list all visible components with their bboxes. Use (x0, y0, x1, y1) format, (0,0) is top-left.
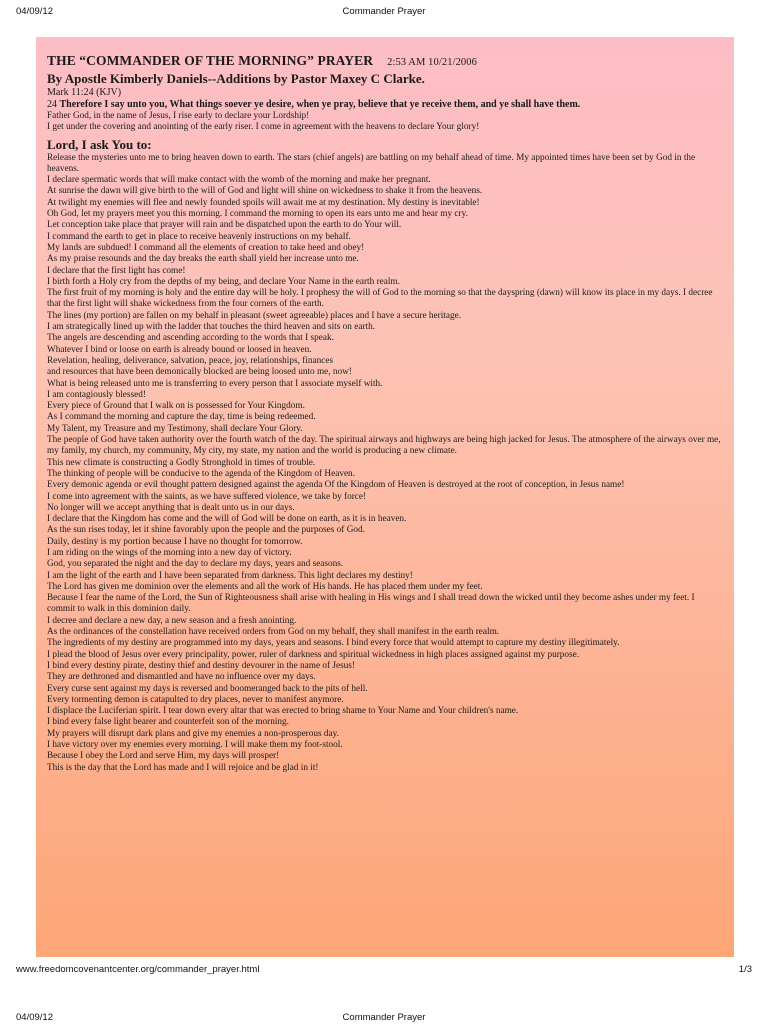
prayer-content (36, 37, 734, 957)
prayer-line: Let conception take place that prayer will rain and be dispatched upon the earth to do Your will. (47, 220, 402, 231)
prayer-line: I am contagiously blessed! (47, 389, 146, 400)
print-date: 04/09/12 (16, 1012, 53, 1023)
prayer-line: Every tormenting demon is catapulted to dry places, never to manifest anymore. (47, 694, 344, 705)
prayer-line: As the sun rises today, let it shine favorably upon the people and the purposes of God. (47, 525, 365, 536)
prayer-line: I command the earth to get in place to receive heavenly instructions on my behalf. (47, 231, 351, 242)
prayer-line: I come into agreement with the saints, as we have suffered violence, we take by force! (47, 491, 367, 502)
intro-lines (47, 111, 722, 134)
prayer-line: I am riding on the wings of the morning into a new day of victory. (47, 547, 292, 558)
prayer-line: As the ordinances of the constellation have received orders from God on my behalf, they shall manifest in the earth realm. (47, 627, 500, 638)
prayer-line: I decree and declare a new day, a new season and a fresh anointing. (47, 615, 297, 626)
prayer-line: Whatever I bind or loose on earth is already bound or loosed in heaven. (47, 344, 312, 355)
prayer-line: Because I fear the name of the Lord, the Sun of Righteousness shall arise with healing in His wings and I shall tread down the wicked until they become ashes under my feet. I commit to walk in this dominion daily. (47, 593, 695, 615)
verse-number: 24 (47, 99, 57, 110)
page-url: www.freedomcovenantcenter.org/commander_prayer.html (16, 964, 260, 975)
document-title (47, 53, 722, 71)
prayer-line: This new climate is constructing a Godly Stronghold in times of trouble. (47, 457, 316, 468)
prayer-line: They are dethroned and dismantled and have no influence over my days. (47, 672, 316, 683)
prayer-line: I displace the Luciferian spirit. I tear down every altar that was erected to bring shame to Your Name and Your children's name. (47, 706, 519, 717)
prayer-line: Because I obey the Lord and serve Him, my days will prosper! (47, 751, 280, 762)
prayer-line: Every curse sent against my days is reversed and boomeranged back to the pits of hell. (47, 683, 368, 694)
print-header (16, 6, 752, 20)
verse-text: Therefore I say unto you, What things soever ye desire, when ye pray, believe that ye receive them, and ye shall have them. (59, 99, 581, 110)
next-page-header (16, 1012, 752, 1024)
prayer-line: I am strategically lined up with the ladder that touches the third heaven and sits on earth. (47, 322, 376, 333)
prayer-line: No longer will we accept anything that is dealt unto us in our days. (47, 502, 295, 513)
prayer-line: The thinking of people will be conducive to the agenda of the Kingdom of Heaven. (47, 468, 355, 479)
prayer-line: At twilight my enemies will flee and newly founded spoils will await me at my destination. My destiny is inevitable! (47, 197, 480, 208)
prayer-line: Oh God, let my prayers meet you this morning. I command the morning to open its ears unto me and hear my cry. (47, 209, 468, 220)
byline: By Apostle Kimberly Daniels--Additions by Pastor Maxey C Clarke. (47, 71, 425, 86)
print-title: Commander Prayer (342, 1012, 426, 1023)
prayer-line: I have victory over my enemies every morning. I will make them my foot-stool. (47, 740, 343, 751)
prayer-line: and resources that have been demonically blocked are being loosed unto me, now! (47, 367, 352, 378)
print-title: Commander Prayer (342, 6, 426, 17)
prayer-line: I plead the blood of Jesus over every principality, power, ruler of darkness and spiritual wickedness in high places assigned against my purpose. (47, 649, 580, 660)
prayer-line: I birth forth a Holy cry from the depths of my being, and declare Your Name in the earth realm. (47, 276, 400, 287)
prayer-line: My Talent, my Treasure and my Testimony, shall declare Your Glory. (47, 423, 303, 434)
prayer-line: Release the mysteries unto me to bring heaven down to earth. The stars (chief angels) are battling on my behalf ahead of time. My appointed times have been set by God in the heavens. (47, 152, 696, 174)
prayer-line: I am the light of the earth and I have been separated from darkness. This light declares my destiny! (47, 570, 413, 581)
prayer-line: I declare that the first light has come! (47, 265, 186, 276)
scripture-reference: Mark 11:24 (KJV) (47, 87, 122, 98)
print-date: 04/09/12 (16, 6, 53, 17)
prayer-line: I bind every false light bearer and counterfeit son of the morning. (47, 717, 289, 728)
intro-line: I get under the covering and anointing of the early riser. I come in agreement with the heavens to declare Your glory! (47, 122, 480, 133)
prayer-line: The angels are descending and ascending according to the words that I speak. (47, 333, 334, 344)
prayer-line: Every piece of Ground that I walk on is possessed for Your Kingdom. (47, 401, 305, 412)
prayer-line: I bind every destiny pirate, destiny thief and destiny devourer in the name of Jesus! (47, 660, 355, 671)
scripture-verse (47, 99, 722, 111)
prayer-line: My lands are subdued! I command all the elements of creation to take heed and obey! (47, 242, 365, 253)
intro-line: Father God, in the name of Jesus, I rise early to declare your Lordship! (47, 111, 310, 121)
prayer-line: Daily, destiny is my portion because I have no thought for tomorrow. (47, 536, 303, 547)
prayer-line: The first fruit of my morning is holy and the entire day will be holy. I prophesy the will of God to the morning so that the dayspring (dawn) will know its place in my days. I decree that the first light will shake wickedness from the four corners of the earth. (47, 288, 713, 310)
print-footer (16, 964, 752, 978)
prayer-line: As I command the morning and capture the day, time is being redeemed. (47, 412, 316, 423)
prayer-line: God, you separated the night and the day to declare my days, years and seasons. (47, 559, 344, 570)
section-heading: Lord, I ask You to: (47, 136, 152, 152)
page-number: 1/3 (738, 964, 752, 975)
prayer-line: Every demonic agenda or evil thought pattern designed against the agenda Of the Kingdom of Heaven is destroyed at the root of conception, in Jesus name! (47, 480, 625, 491)
prayer-line: The Lord has given me dominion over the elements and all the work of His hands. He has placed them under my feet. (47, 581, 483, 592)
prayer-lines (47, 153, 722, 774)
prayer-line: My prayers will disrupt dark plans and give my enemies a non-prosperous day. (47, 728, 339, 739)
prayer-line: The lines (my portion) are fallen on my behalf in pleasant (sweet agreeable) places and I have a secure heritage. (47, 310, 462, 321)
prayer-line: What is being released unto me is transferring to every person that I associate myself with. (47, 378, 383, 389)
prayer-line: As my praise resounds and the day breaks the earth shall yield her increase unto me. (47, 254, 359, 265)
prayer-line: This is the day that the Lord has made and I will rejoice and be glad in it! (47, 762, 319, 773)
title-text: THE “COMMANDER OF THE MORNING” PRAYER (47, 53, 374, 68)
timestamp: 2:53 AM 10/21/2006 (387, 57, 477, 68)
prayer-line: The ingredients of my destiny are programmed into my days, years and seasons. I bind every force that would attempt to capture my destiny illegitimately. (47, 638, 620, 649)
prayer-line: I declare spermatic words that will make contact with the womb of the morning and make her pregnant. (47, 175, 431, 186)
prayer-line: I declare that the Kingdom has come and the will of God will be done on earth, as it is in heaven. (47, 514, 407, 525)
prayer-line: The people of God have taken authority over the fourth watch of the day. The spiritual airways and highways are being high jacked for Jesus. The atmosphere of the airways over me, my family, my church, my community, My city, my state, my nation and the world is producing a new climate. (47, 435, 721, 457)
prayer-line: Revelation, healing, deliverance, salvation, peace, joy, relationships, finances (47, 355, 334, 366)
prayer-line: At sunrise the dawn will give birth to the will of God and light will shine on wickedness to shake it from the heavens. (47, 186, 483, 197)
